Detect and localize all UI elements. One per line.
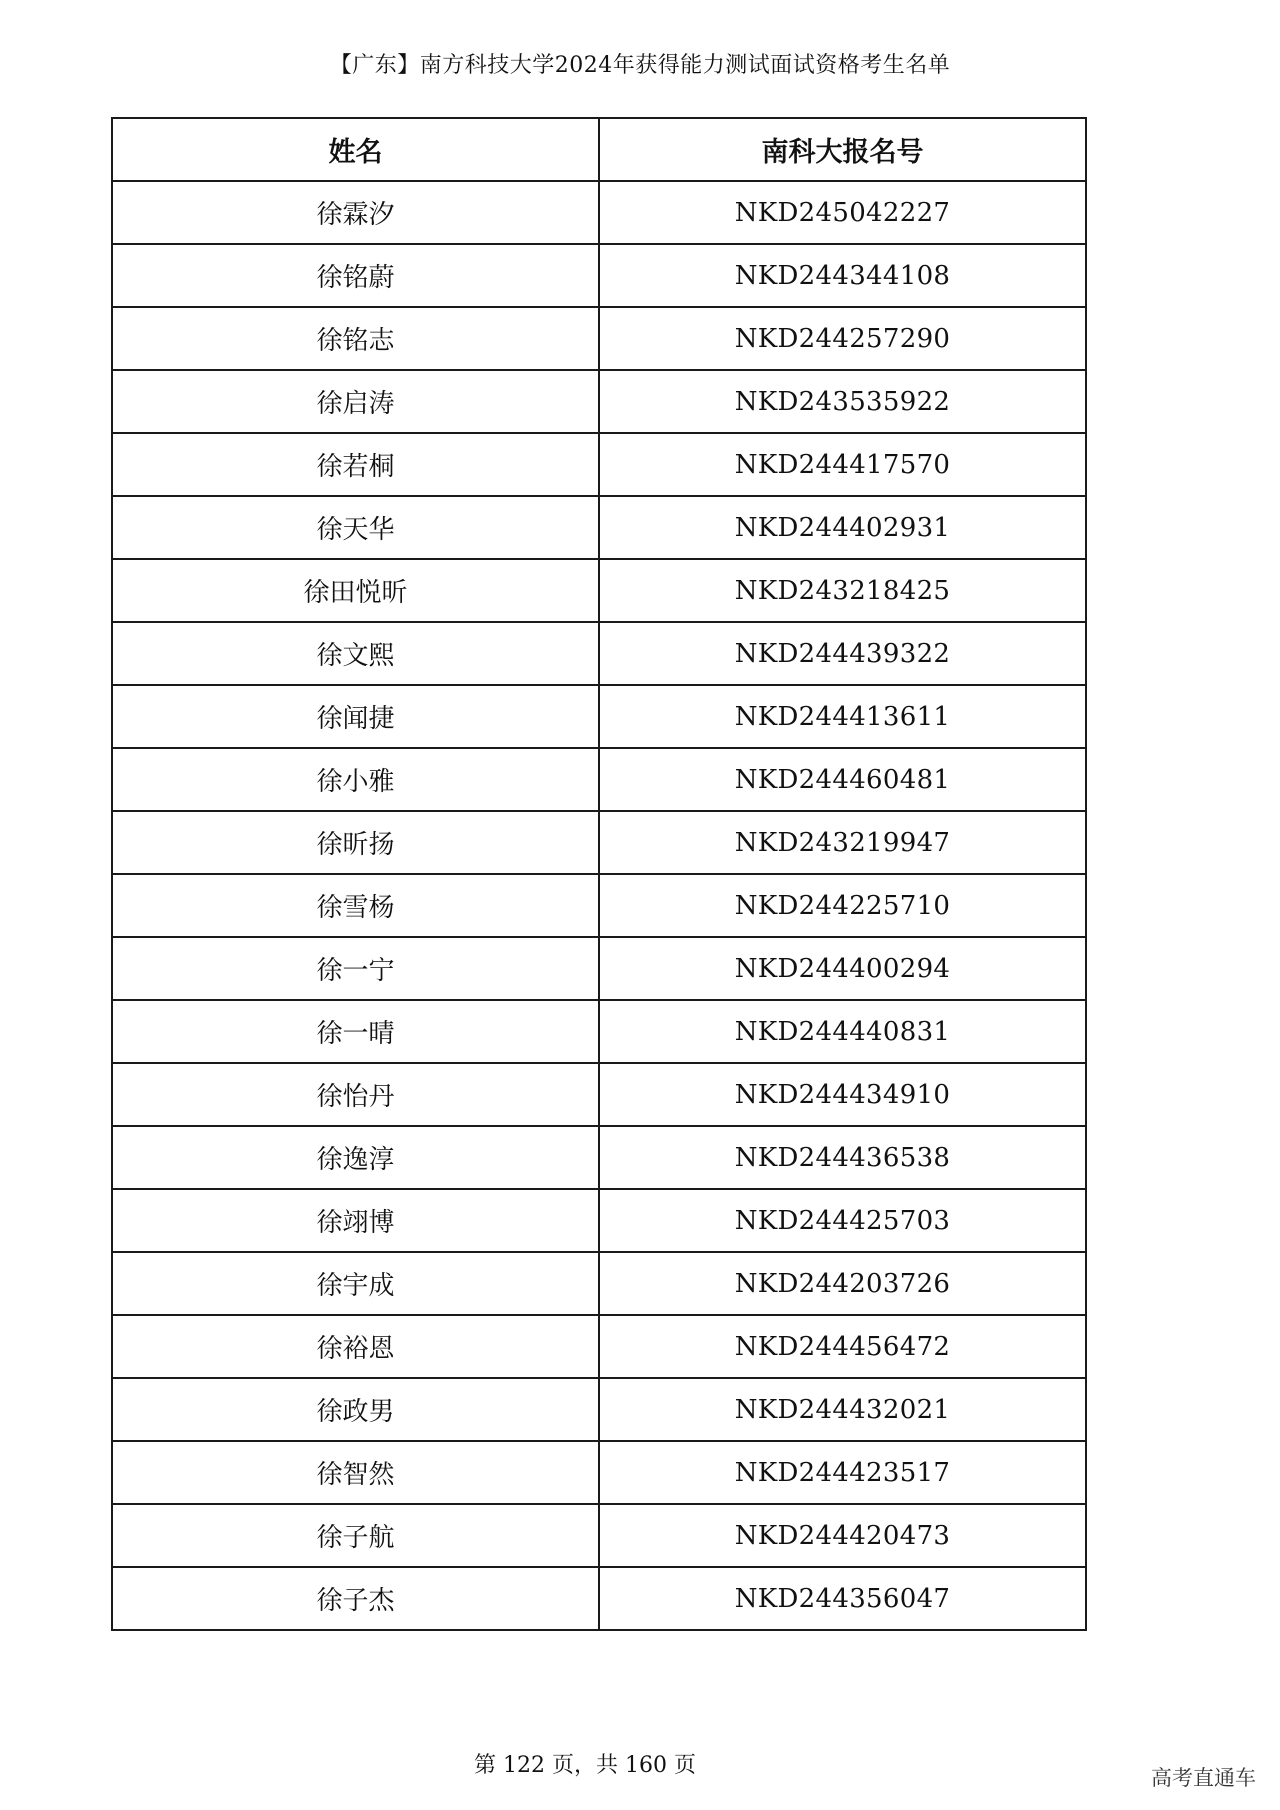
registration-id-cell: NKD244257290 — [599, 307, 1086, 370]
registration-id-cell: NKD244439322 — [599, 622, 1086, 685]
table-row — [112, 1315, 1086, 1378]
registration-id-cell: NKD244425703 — [599, 1189, 1086, 1252]
candidate-name-cell: 徐小雅 — [112, 748, 599, 811]
candidate-name-cell: 徐裕恩 — [112, 1315, 599, 1378]
registration-id-cell: NKD243219947 — [599, 811, 1086, 874]
registration-id-cell: NKD244356047 — [599, 1567, 1086, 1630]
registration-id-cell: NKD244456472 — [599, 1315, 1086, 1378]
registration-id-cell: NKD245042227 — [599, 181, 1086, 244]
table-row — [112, 937, 1086, 1000]
registration-id-cell: NKD244440831 — [599, 1000, 1086, 1063]
registration-id-cell: NKD244203726 — [599, 1252, 1086, 1315]
candidate-name-cell: 徐怡丹 — [112, 1063, 599, 1126]
candidate-name-cell: 徐翊博 — [112, 1189, 599, 1252]
table-row — [112, 1378, 1086, 1441]
candidate-name-cell: 徐若桐 — [112, 433, 599, 496]
candidate-name-cell: 徐霖汐 — [112, 181, 599, 244]
registration-id-cell: NKD244417570 — [599, 433, 1086, 496]
registration-id-cell: NKD244413611 — [599, 685, 1086, 748]
candidate-name-cell: 徐子杰 — [112, 1567, 599, 1630]
candidate-name-cell: 徐政男 — [112, 1378, 599, 1441]
table-row — [112, 1126, 1086, 1189]
table-row — [112, 1000, 1086, 1063]
table-row — [112, 1252, 1086, 1315]
table-row — [112, 1189, 1086, 1252]
table-header-row — [112, 118, 1086, 181]
table-row — [112, 244, 1086, 307]
candidate-table — [111, 117, 1087, 1631]
registration-id-cell: NKD244400294 — [599, 937, 1086, 1000]
registration-id-cell: NKD244225710 — [599, 874, 1086, 937]
page-indicator: 第 122 页，共 160 页 — [474, 1753, 696, 1778]
candidate-name-cell: 徐宇成 — [112, 1252, 599, 1315]
table-row — [112, 748, 1086, 811]
registration-id-cell: NKD244436538 — [599, 1126, 1086, 1189]
table-row — [112, 1504, 1086, 1567]
candidate-name-cell: 徐逸淳 — [112, 1126, 599, 1189]
table-row — [112, 307, 1086, 370]
candidate-name-cell: 徐文熙 — [112, 622, 599, 685]
candidate-name-cell: 徐智然 — [112, 1441, 599, 1504]
table-row — [112, 1567, 1086, 1630]
registration-id-cell: NKD244434910 — [599, 1063, 1086, 1126]
table-row — [112, 433, 1086, 496]
candidate-name-cell: 徐田悦昕 — [112, 559, 599, 622]
registration-id-cell: NKD244344108 — [599, 244, 1086, 307]
column-header-registration-id: 南科大报名号 — [599, 118, 1086, 181]
candidate-name-cell: 徐铭志 — [112, 307, 599, 370]
table-row — [112, 496, 1086, 559]
watermark-text: 高考直通车 — [1151, 1766, 1256, 1790]
table-row — [112, 559, 1086, 622]
registration-id-cell: NKD244460481 — [599, 748, 1086, 811]
table-row — [112, 370, 1086, 433]
candidate-name-cell: 徐子航 — [112, 1504, 599, 1567]
document-title: 【广东】南方科技大学2024年获得能力测试面试资格考生名单 — [329, 53, 951, 78]
table-row — [112, 622, 1086, 685]
candidate-name-cell: 徐雪杨 — [112, 874, 599, 937]
table-row — [112, 811, 1086, 874]
column-header-name: 姓名 — [112, 118, 599, 181]
registration-id-cell: NKD244423517 — [599, 1441, 1086, 1504]
registration-id-cell: NKD244432021 — [599, 1378, 1086, 1441]
registration-id-cell: NKD243535922 — [599, 370, 1086, 433]
table-row — [112, 685, 1086, 748]
candidate-name-cell: 徐天华 — [112, 496, 599, 559]
candidate-name-cell: 徐闻捷 — [112, 685, 599, 748]
registration-id-cell: NKD244402931 — [599, 496, 1086, 559]
table-row — [112, 1441, 1086, 1504]
candidate-name-cell: 徐昕扬 — [112, 811, 599, 874]
candidate-name-cell: 徐一宁 — [112, 937, 599, 1000]
table-row — [112, 181, 1086, 244]
candidate-name-cell: 徐启涛 — [112, 370, 599, 433]
table-body — [112, 181, 1086, 1630]
candidate-name-cell: 徐铭蔚 — [112, 244, 599, 307]
registration-id-cell: NKD243218425 — [599, 559, 1086, 622]
table-row — [112, 874, 1086, 937]
candidate-name-cell: 徐一晴 — [112, 1000, 599, 1063]
registration-id-cell: NKD244420473 — [599, 1504, 1086, 1567]
table-row — [112, 1063, 1086, 1126]
